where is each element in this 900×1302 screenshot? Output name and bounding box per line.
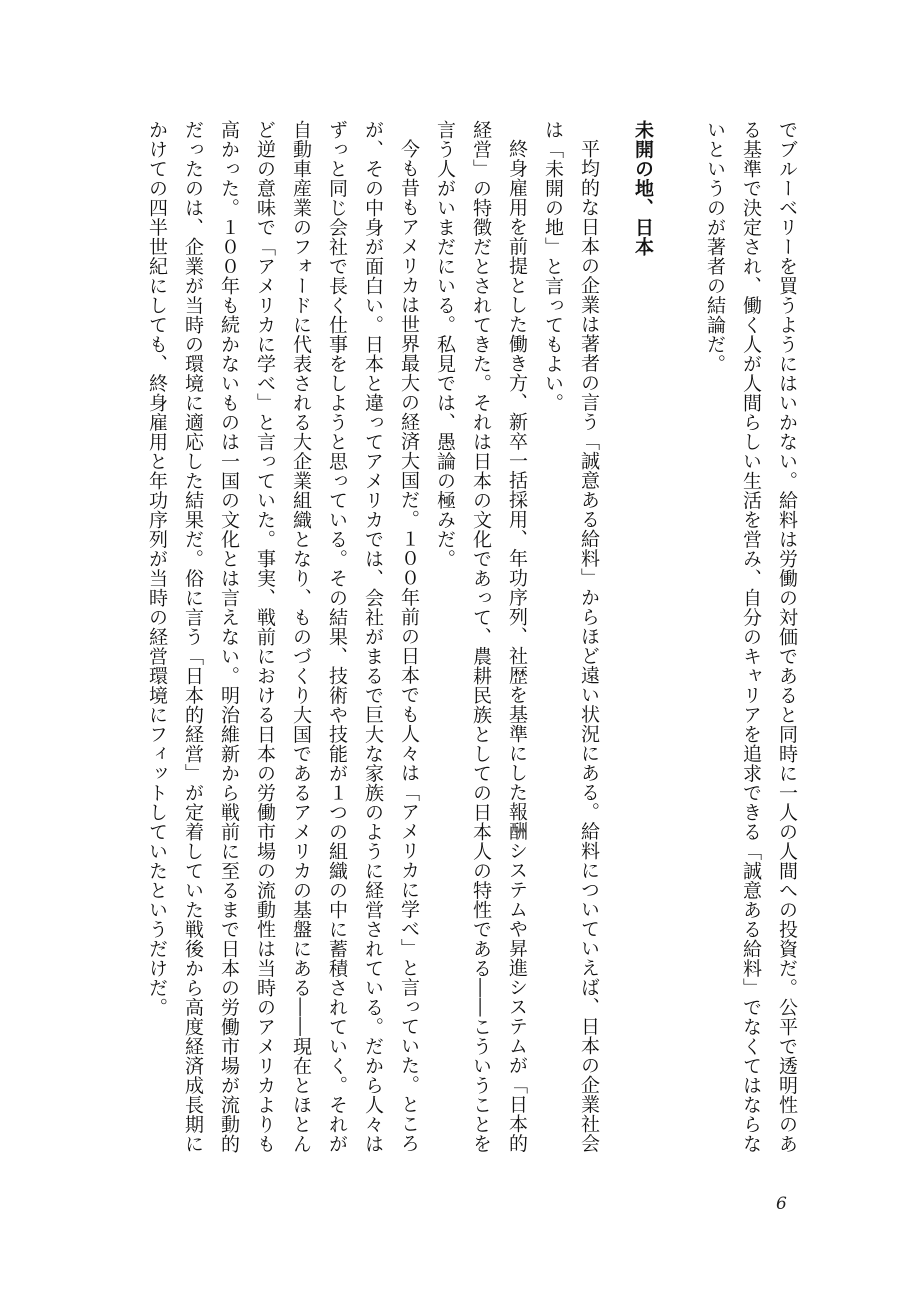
body-paragraph-3: 今も昔もアメリカは世界最大の経済大国だ。１００年前の日本でも人々は「アメリカに学べ」と言っていた。ところが、その中身が面白い。日本と違ってアメリカでは、会社がまるで巨大な家族のように経営されている。だから人々はずっと同じ会社で長く仕事をしようと思っている。その結果、技術や技能が１つの組織の中に蓄積されていく。それが自動車産業のフォードに代表される大企業組織となり、ものづくり大国であるアメリカの基盤にある――現在とほとんど逆の意味で「アメリカに学べ」と言っていた。事実、戦前における日本の労働市場の流動性は当時のアメリカよりも高かった。１００年も続かないものは一国の文化とは言えない。明治維新から戦前に至るまで日本の労働市場が流動的だったのは、企業が当時の環境に適応した結果だ。俗に言う「日本的経営」が定着していた戦後から高度経済成長期にかけての四半世紀にしても、終身雇用と年功序列が当時の経営環境にフィットしていたというだけだ。: [146, 120, 420, 1154]
continuation-paragraph: でブルーベリーを買うようにはいかない。給料は労働の対価であると同時に一人の人間への投資だ。公平で透明性のある基準で決定され、働く人が人間らしい生活を営み、自分のキャリアを追求できる「誠意ある給料」でなくてはならないというのが著者の結論だ。: [704, 120, 798, 1154]
page-number: 6: [776, 1194, 787, 1214]
section-gap: [661, 120, 697, 1160]
body-paragraph-1: 平均的な日本の企業は著者の言う「誠意ある給料」からほど遠い状況にある。給料についていえば、日本の企業社会は「未開の地」と言ってもよい。: [542, 120, 600, 1153]
section-heading: 未開の地、日本: [632, 120, 654, 257]
vertical-text-body: [85, 120, 805, 1160]
body-paragraph-2: 終身雇用を前提とした働き方、新卒一括採用、年功序列、社歴を基準にした報酬システムや昇進システムが「日本的経営」の特徴だとされてきた。それは日本の文化であって、農耕民族としての日本人の特性である――こういうことを言う人がいまだにいる。私見では、愚論の極みだ。: [434, 120, 528, 1154]
